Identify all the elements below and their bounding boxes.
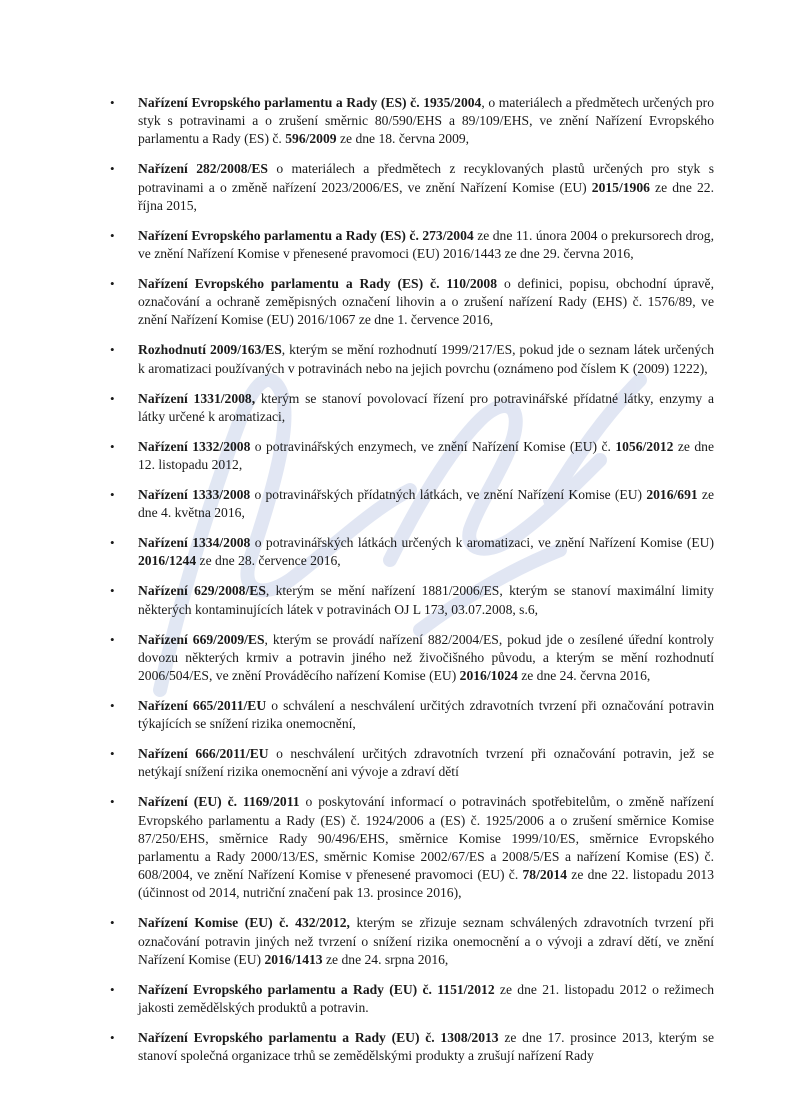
regulation-reference: Nařízení Evropského parlamentu a Rady (EU) č. 1308/2013 bbox=[138, 1030, 499, 1046]
regulation-reference: Nařízení Evropského parlamentu a Rady (ES) č. 273/2004 bbox=[138, 227, 474, 243]
regulation-text: , kterým se mění rozhodnutí 1999/217/ES, pokud jde o seznam látek určených k aromatizaci používaných v potravinách nebo na jejich povrchu (oznámeno pod číslem K (2009) 1222), bbox=[138, 342, 714, 376]
regulation-text: ze dne 12. listopadu 2012, bbox=[138, 438, 714, 473]
regulation-reference: 596/2009 bbox=[285, 131, 337, 147]
bullet-marker: • bbox=[110, 794, 115, 810]
bullet-marker: • bbox=[110, 981, 115, 997]
bullet-marker: • bbox=[110, 390, 115, 406]
list-item bbox=[110, 227, 714, 263]
list-item bbox=[110, 390, 714, 426]
regulation-text: ze dne 22. října 2015, bbox=[138, 179, 714, 213]
bullet-marker: • bbox=[110, 583, 115, 599]
regulation-text: o potravinářských látkách určených k aromatizaci, ve znění Nařízení Komise (EU) bbox=[250, 535, 714, 551]
regulation-text: ze dne 18. června 2009, bbox=[336, 131, 470, 147]
regulation-reference: 78/2014 bbox=[522, 867, 568, 883]
bullet-marker: • bbox=[110, 1030, 115, 1046]
regulation-text: o definici, popisu, obchodní úpravě, označování a ochraně zeměpisných označení lihovin a o zrušení nařízení Rady (EHS) č. 1576/89, ve znění Nařízení Komise (EU) 2016/1067 ze dne 1. července 2016, bbox=[138, 276, 714, 328]
regulation-text: ze dne 24. června 2016, bbox=[517, 668, 651, 684]
regulation-reference: Nařízení 666/2011/EU bbox=[138, 746, 269, 762]
list-item bbox=[110, 697, 714, 733]
regulation-reference: Nařízení 629/2008/ES bbox=[138, 583, 266, 599]
regulation-reference: Nařízení 665/2011/EU bbox=[138, 698, 267, 714]
list-item bbox=[110, 94, 714, 149]
regulation-text: kterým se stanoví povolovací řízení pro potravinářské přídatné látky, enzymy a látky určené k aromatizaci, bbox=[138, 390, 714, 424]
regulation-text: o potravinářských přídatných látkách, ve znění Nařízení Komise (EU) bbox=[250, 487, 647, 503]
regulation-text: o materiálech a předmětech z recyklovaných plastů určených pro styk s potravinami a o změně nařízení 2023/2006/ES, ve znění Nařízení Komise (EU) bbox=[138, 161, 714, 195]
regulation-text: , kterým se mění nařízení 1881/2006/ES, kterým se stanoví maximální limity některých kontaminujících látek v potravinách OJ L 173, 03.07.2008, s.6, bbox=[138, 583, 714, 617]
regulation-reference: Nařízení Evropského parlamentu a Rady (ES) č. 110/2008 bbox=[138, 276, 498, 292]
bullet-marker: • bbox=[110, 95, 115, 110]
regulation-reference: 2015/1906 bbox=[591, 179, 650, 195]
regulation-reference: Nařízení Evropského parlamentu a Rady (EU) č. 1151/2012 bbox=[138, 981, 495, 997]
regulation-reference: Nařízení Evropského parlamentu a Rady (ES) č. 1935/2004 bbox=[138, 95, 482, 110]
regulation-text: o poskytování informací o potravinách spotřebitelům, o změně nařízení Evropského parlamentu a Rady (ES) č. 1924/2006 a (ES) č. 1925/2006 a o zrušení směrnice Komise 87/250/EHS, směrnice Rady 90/496/EHS, směrnice Komise 1999/10/ES, směrnice Evropského parlamentu a Rady 2000/13/ES, směrnic Komise 2002/67/ES a 2008/5/ES a nařízení Komise (ES) č. 608/2004, ve znění Nařízení Komise v přenesené pravomoci (EU) č. bbox=[138, 794, 714, 883]
regulation-reference: 2016/1413 bbox=[264, 951, 323, 967]
regulation-reference: Nařízení (EU) č. 1169/2011 bbox=[138, 794, 300, 810]
regulation-reference: 2016/1244 bbox=[138, 553, 197, 569]
regulation-reference: 2016/691 bbox=[646, 487, 698, 503]
list-item bbox=[110, 793, 714, 902]
regulation-text: ze dne 22. listopadu 2013 (účinnost od 2014, nutriční značení pak 13. prosince 2016), bbox=[138, 867, 714, 901]
list-item bbox=[110, 745, 714, 781]
list-item bbox=[110, 160, 714, 215]
list-item bbox=[110, 341, 714, 377]
bullet-marker: • bbox=[110, 342, 115, 358]
list-item bbox=[110, 914, 714, 969]
regulation-reference: Rozhodnutí 2009/163/ES bbox=[138, 342, 282, 358]
bullet-marker: • bbox=[110, 698, 115, 714]
regulation-text: o potravinářských enzymech, ve znění Nařízení Komise (EU) č. bbox=[250, 438, 616, 454]
regulation-text: kterým se zřizuje seznam schválených zdravotních tvrzení při označování potravin jiných než tvrzení o snížení rizika onemocnění a o vývoji a zdraví dětí, ve znění Nařízení Komise (EU) bbox=[138, 915, 715, 967]
regulation-reference: Nařízení 1332/2008 bbox=[138, 438, 251, 454]
regulation-reference: Nařízení Komise (EU) č. 432/2012, bbox=[138, 915, 350, 931]
regulation-text: ze dne 4. května 2016, bbox=[138, 487, 714, 521]
regulation-text: ze dne 28. července 2016, bbox=[196, 553, 341, 569]
regulation-reference: Nařízení 669/2009/ES bbox=[138, 631, 265, 647]
regulation-text: , kterým se provádí nařízení 882/2004/ES, pokud jde o zesílené úřední kontroly dovozu některých krmiv a potravin jiného než živočišného původu, a kterým se mění rozhodnutí 2006/504/ES, ve znění Prováděcího nařízení Komise (EU) bbox=[138, 631, 714, 684]
list-item bbox=[110, 631, 714, 686]
regulation-text: o neschválení určitých zdravotních tvrzení při označování potravin, jež se netýkají snížení rizika onemocnění ani vývoje a zdraví dětí bbox=[138, 746, 714, 780]
list-item bbox=[110, 438, 714, 474]
bullet-marker: • bbox=[110, 746, 115, 762]
bullet-marker: • bbox=[110, 487, 115, 503]
list-item bbox=[110, 582, 714, 618]
list-item bbox=[110, 275, 714, 330]
bullet-marker: • bbox=[110, 161, 115, 177]
regulation-text: o schválení a neschválení určitých zdravotních tvrzení při označování potravin týkajících se snížení rizika onemocnění, bbox=[138, 698, 714, 732]
list-item bbox=[110, 486, 714, 522]
bullet-marker: • bbox=[110, 438, 115, 454]
regulation-text: , o materiálech a předmětech určených pro styk s potravinami a o zrušení směrnic 80/590/EHS a 89/109/EHS, ve znění Nařízení Evropského parlamentu a Rady (ES) č. bbox=[138, 95, 714, 147]
bullet-marker: • bbox=[110, 227, 115, 243]
list-item bbox=[110, 534, 714, 570]
bullet-marker: • bbox=[110, 276, 115, 292]
bullet-marker: • bbox=[110, 915, 115, 931]
regulation-reference: 2016/1024 bbox=[459, 668, 518, 684]
regulation-reference: Nařízení 1331/2008, bbox=[138, 390, 256, 406]
list-item bbox=[110, 981, 714, 1017]
regulation-text: ze dne 11. února 2004 o prekursorech drog, ve znění Nařízení Komise v přenesené pravomoci (EU) 2016/1443 ze dne 29. června 2016, bbox=[138, 227, 714, 262]
regulation-text: ze dne 17. prosince 2013, kterým se stanoví společná organizace trhů se zemědělskými produkty a zrušují nařízení Rady bbox=[138, 1030, 714, 1064]
regulation-reference: Nařízení 1334/2008 bbox=[138, 535, 251, 551]
regulation-text: ze dne 24. srpna 2016, bbox=[322, 951, 449, 967]
regulation-reference: Nařízení 1333/2008 bbox=[138, 487, 251, 503]
regulation-list bbox=[110, 94, 714, 1077]
bullet-marker: • bbox=[110, 535, 115, 551]
regulation-text: ze dne 21. listopadu 2012 o režimech jakosti zemědělských produktů a potravin. bbox=[138, 981, 714, 1016]
list-item bbox=[110, 1029, 714, 1065]
regulation-reference: 1056/2012 bbox=[615, 438, 674, 454]
regulation-reference: Nařízení 282/2008/ES bbox=[138, 161, 268, 177]
bullet-marker: • bbox=[110, 631, 115, 647]
